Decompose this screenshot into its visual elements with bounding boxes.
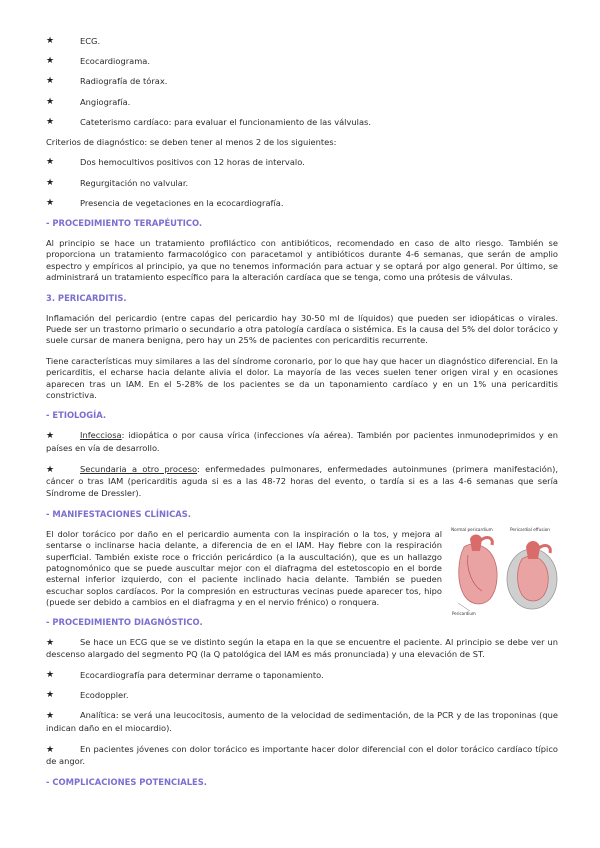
list-item: ★ Secundaria a otro proceso: enfermedades pulmonares, enfermedades autoinmunes (primera manifestación), cáncer o tras IAM (pericarditis aguda si es a las 48-72 horas del evento, o tardía si es a las 4-6 semanas que sería Síndrome de Dressler). bbox=[46, 463, 559, 498]
list-item: ★ Cateterismo cardíaco: para evaluar el funcionamiento de las válvulas. bbox=[46, 116, 372, 127]
list-item: ★ Presencia de vegetaciones en la ecocardiografía. bbox=[46, 197, 284, 208]
list-item: ★ Infecciosa: idiopática o por causa vírica (infecciones vía aérea). También por pacientes inmunodeprimidos y en países en vía de desarrollo. bbox=[46, 430, 558, 453]
figure-label-effusion: Pericardial effusion bbox=[510, 526, 550, 532]
heart-illustration-icon bbox=[450, 525, 558, 617]
paragraph: El dolor torácico por daño en el pericardio aumenta con la inspiración o la tos, y mejora al sentarse o inclinarse hacia delante, a diferencia de en el IAM. Hay fiebre con la respiración superficial. También existe roce o fricción pericárdico (a la auscultación), que es un hallazgo patognomónico que se puede auscultar mejor con el diafragma del estetoscopio en el borde esternal inferior izquierdo, con el paciente inclinado hacia delante. También se pueden escuchar soplos cardíacos. Por la compresión en estructuras vecinas puede aparecer tos, hipo (puede ser debido a cambios en el diafragma y en el nervio frénico) o ronquera. bbox=[46, 528, 442, 608]
heading-complicaciones-potenciales: - COMPLICACIONES POTENCIALES. bbox=[46, 777, 207, 788]
list-item: ★ Angiografía. bbox=[46, 96, 131, 107]
star-bullet-icon: ★ bbox=[46, 56, 55, 67]
star-bullet-icon: ★ bbox=[46, 177, 55, 188]
list-item: ★ Dos hemocultivos positivos con 12 horas de intervalo. bbox=[46, 157, 305, 168]
figure-label-normal: Normal pericardium bbox=[451, 526, 493, 532]
list-item: ★ ECG. bbox=[46, 36, 101, 46]
figure-label-pericardium: Pericardium bbox=[452, 610, 476, 616]
heading-procedimiento-diagnostico: - PROCEDIMIENTO DIAGNÓSTICO. bbox=[46, 616, 203, 627]
list-item: ★ Analítica: se verá una leucocitosis, aumento de la velocidad de sedimentación, de la PCR y de las troponinas (que indican daño en el miocardio). bbox=[46, 710, 558, 734]
star-bullet-icon: ★ bbox=[46, 690, 55, 701]
list-item: ★ Ecocardiograma. bbox=[46, 56, 151, 67]
star-bullet-icon: ★ bbox=[46, 76, 55, 87]
heading-manifestaciones-clinicas: - MANIFESTACIONES CLÍNICAS. bbox=[46, 508, 191, 519]
heading-etiologia: - ETIOLOGÍA. bbox=[46, 410, 107, 421]
paragraph: Al principio se hace un tratamiento profiláctico con antibióticos, recomendado en caso de alto riesgo. También se proporciona un tratamiento farmacológico con paracetamol y antibióticos durante 4-6 semanas, que serán de amplio espectro y empíricos al principio, ya que no tenemos información para actuar y se optará por algo general. Por último, se administrará un tratamiento específico para la alteración cardíaca que se tenga, como una prótesis de válvulas. bbox=[46, 237, 558, 283]
list-item: ★ Se hace un ECG que se ve distinto según la etapa en la que se encuentre el paciente. Al principio se debe ver un descenso alargado del segmento PQ (la Q patológica del IAM es más pronunciada) y una elevación de ST. bbox=[46, 636, 558, 660]
star-bullet-icon: ★ bbox=[46, 197, 55, 208]
paragraph: Inflamación del pericardio (entre capas del pericardio hay 30-50 ml de líquidos) que pueden ser idiopáticas o virales. Puede ser un trastorno primario o secundario a otra patología cardíaca o sistémica. Es la causa del 5% del dolor torácico y suele cursar de manera benigna, pero hay un 25% de pacientes con pericarditis recurrente. bbox=[46, 312, 558, 346]
manifestaciones-block bbox=[46, 526, 558, 617]
star-bullet-icon: ★ bbox=[46, 36, 55, 46]
star-bullet-icon: ★ bbox=[46, 711, 55, 722]
heading-procedimiento-terapeutico: - PROCEDIMIENTO TERAPÉUTICO. bbox=[46, 217, 203, 228]
star-bullet-icon: ★ bbox=[46, 744, 55, 755]
star-bullet-icon: ★ bbox=[46, 670, 55, 681]
paragraph: Tiene características muy similares a las del síndrome coronario, por lo que hay que hacer un diagnóstico diferencial. En la pericarditis, el echarse hacia delante alivia el dolor. La mayoría de las veces suelen tener origen viral y en ocasiones aparecen tras un IAM. En el 5-28% de los pacientes se da un taponamiento cardíaco y en un 1% una pericarditis constrictiva. bbox=[46, 355, 558, 400]
star-bullet-icon: ★ bbox=[46, 116, 55, 127]
pericardium-figure bbox=[450, 525, 558, 617]
list-item: ★ Ecocardiografía para determinar derrame o taponamiento. bbox=[46, 670, 324, 681]
list-item: ★ Regurgitación no valvular. bbox=[46, 177, 189, 188]
list-item: ★ Ecodoppler. bbox=[46, 690, 129, 701]
star-bullet-icon: ★ bbox=[46, 637, 55, 648]
heading-pericarditis: 3. PERICARDITIS. bbox=[46, 292, 127, 303]
list-item: ★ En pacientes jóvenes con dolor torácico es importante hacer dolor diferencial con el dolor torácico cardíaco típico de angor. bbox=[46, 743, 558, 767]
criteria-intro: Criterios de diagnóstico: se deben tener al menos 2 de los siguientes: bbox=[46, 136, 337, 147]
star-bullet-icon: ★ bbox=[46, 157, 55, 168]
star-bullet-icon: ★ bbox=[46, 431, 55, 442]
star-bullet-icon: ★ bbox=[46, 96, 55, 107]
document-page bbox=[46, 36, 558, 797]
star-bullet-icon: ★ bbox=[46, 464, 55, 475]
list-item: ★ Radiografía de tórax. bbox=[46, 76, 168, 87]
